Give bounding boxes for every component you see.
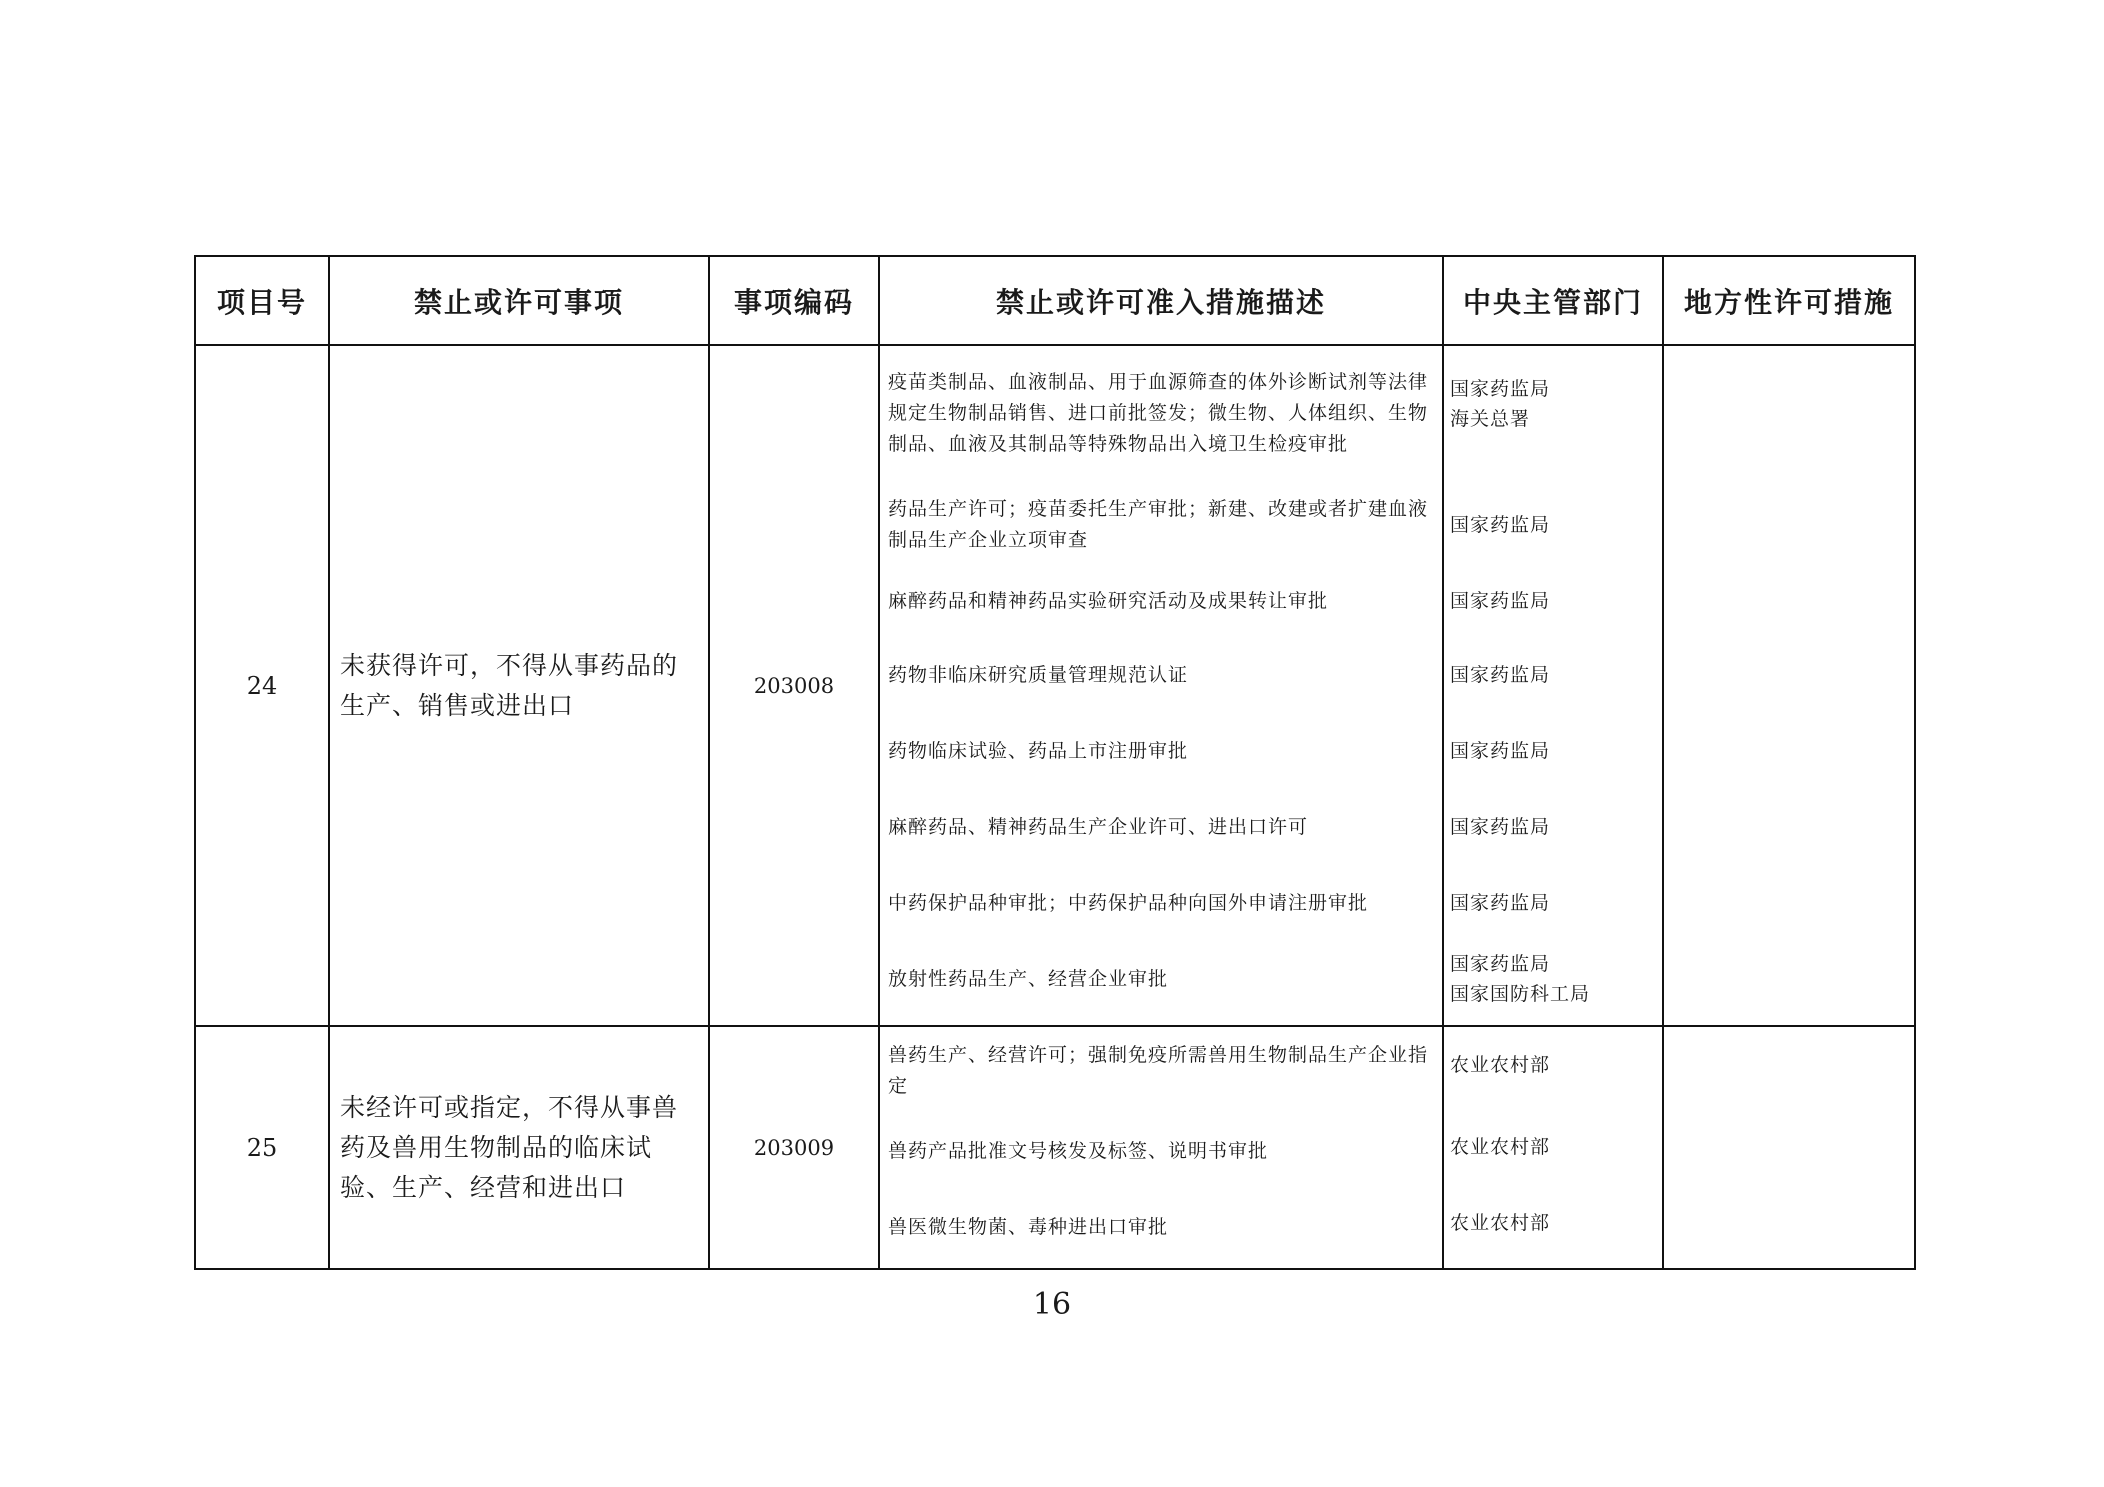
row-24-matter: 未获得许可，不得从事药品的生产、销售或进出口: [340, 650, 679, 720]
central-department: [1444, 949, 1662, 1015]
measure-description: 兽医微生物菌、毒种进出口审批: [888, 1215, 1169, 1238]
measure-description: 兽药产品批准文号核发及标签、说明书审批: [888, 1139, 1269, 1162]
row-24-number: 24: [246, 671, 278, 700]
department-name: 国家药监局: [1450, 378, 1551, 400]
measure-description: 药品生产许可；疫苗委托生产审批；新建、改建或者扩建血液制品生产企业立项审查: [888, 498, 1429, 551]
central-department: 国家药监局: [1450, 664, 1551, 686]
measure-description: 麻醉药品和精神药品实验研究活动及成果转让审批: [888, 589, 1329, 612]
central-department: 农业农村部: [1450, 1136, 1551, 1158]
measure-description: 疫苗类制品、血液制品、用于血源筛查的体外诊断试剂等法律规定生物制品销售、进口前批签发；微生物、人体组织、生物制品、血液及其制品等特殊物品出入境卫生检疫审批: [888, 370, 1429, 455]
central-department: [1444, 374, 1662, 444]
header-code: 事项编码: [733, 285, 854, 319]
department-name: 海关总署: [1450, 408, 1531, 430]
header-item-number: 项目号: [216, 285, 307, 319]
central-department: 国家药监局: [1450, 816, 1551, 838]
regulation-table: [194, 255, 1916, 1270]
header-central-dept: 中央主管部门: [1462, 285, 1643, 319]
measure-description: 放射性药品生产、经营企业审批: [888, 967, 1169, 990]
row-25-code: 203009: [753, 1135, 835, 1160]
measure-description: 中药保护品种审批；中药保护品种向国外申请注册审批: [888, 891, 1369, 914]
header-matter: 禁止或许可事项: [413, 285, 624, 319]
central-department: 国家药监局: [1450, 590, 1551, 612]
central-department: 农业农村部: [1450, 1212, 1551, 1234]
column-divider: [1662, 257, 1664, 1268]
measure-description: 兽药生产、经营许可；强制免疫所需兽用生物制品生产企业指定: [888, 1044, 1429, 1097]
page-number: 16: [1032, 1287, 1072, 1322]
row-24-code: 203008: [753, 673, 835, 698]
header-measures: 禁止或许可准入措施描述: [995, 285, 1326, 319]
row-25-matter: 未经许可或指定，不得从事兽药及兽用生物制品的临床试验、生产、经营和进出口: [340, 1092, 679, 1202]
measure-description: 药物非临床研究质量管理规范认证: [888, 663, 1189, 686]
central-department: 农业农村部: [1450, 1054, 1551, 1076]
central-department: 国家药监局: [1450, 740, 1551, 762]
central-department: 国家药监局: [1450, 892, 1551, 914]
department-name: 国家药监局: [1450, 953, 1551, 975]
department-name: 国家国防科工局: [1450, 983, 1591, 1005]
row-25-number: 25: [246, 1133, 278, 1162]
measure-description: 麻醉药品、精神药品生产企业许可、进出口许可: [888, 815, 1309, 838]
central-department: 国家药监局: [1450, 514, 1551, 536]
header-local-measures: 地方性许可措施: [1683, 285, 1894, 319]
measure-description: 药物临床试验、药品上市注册审批: [888, 739, 1189, 762]
